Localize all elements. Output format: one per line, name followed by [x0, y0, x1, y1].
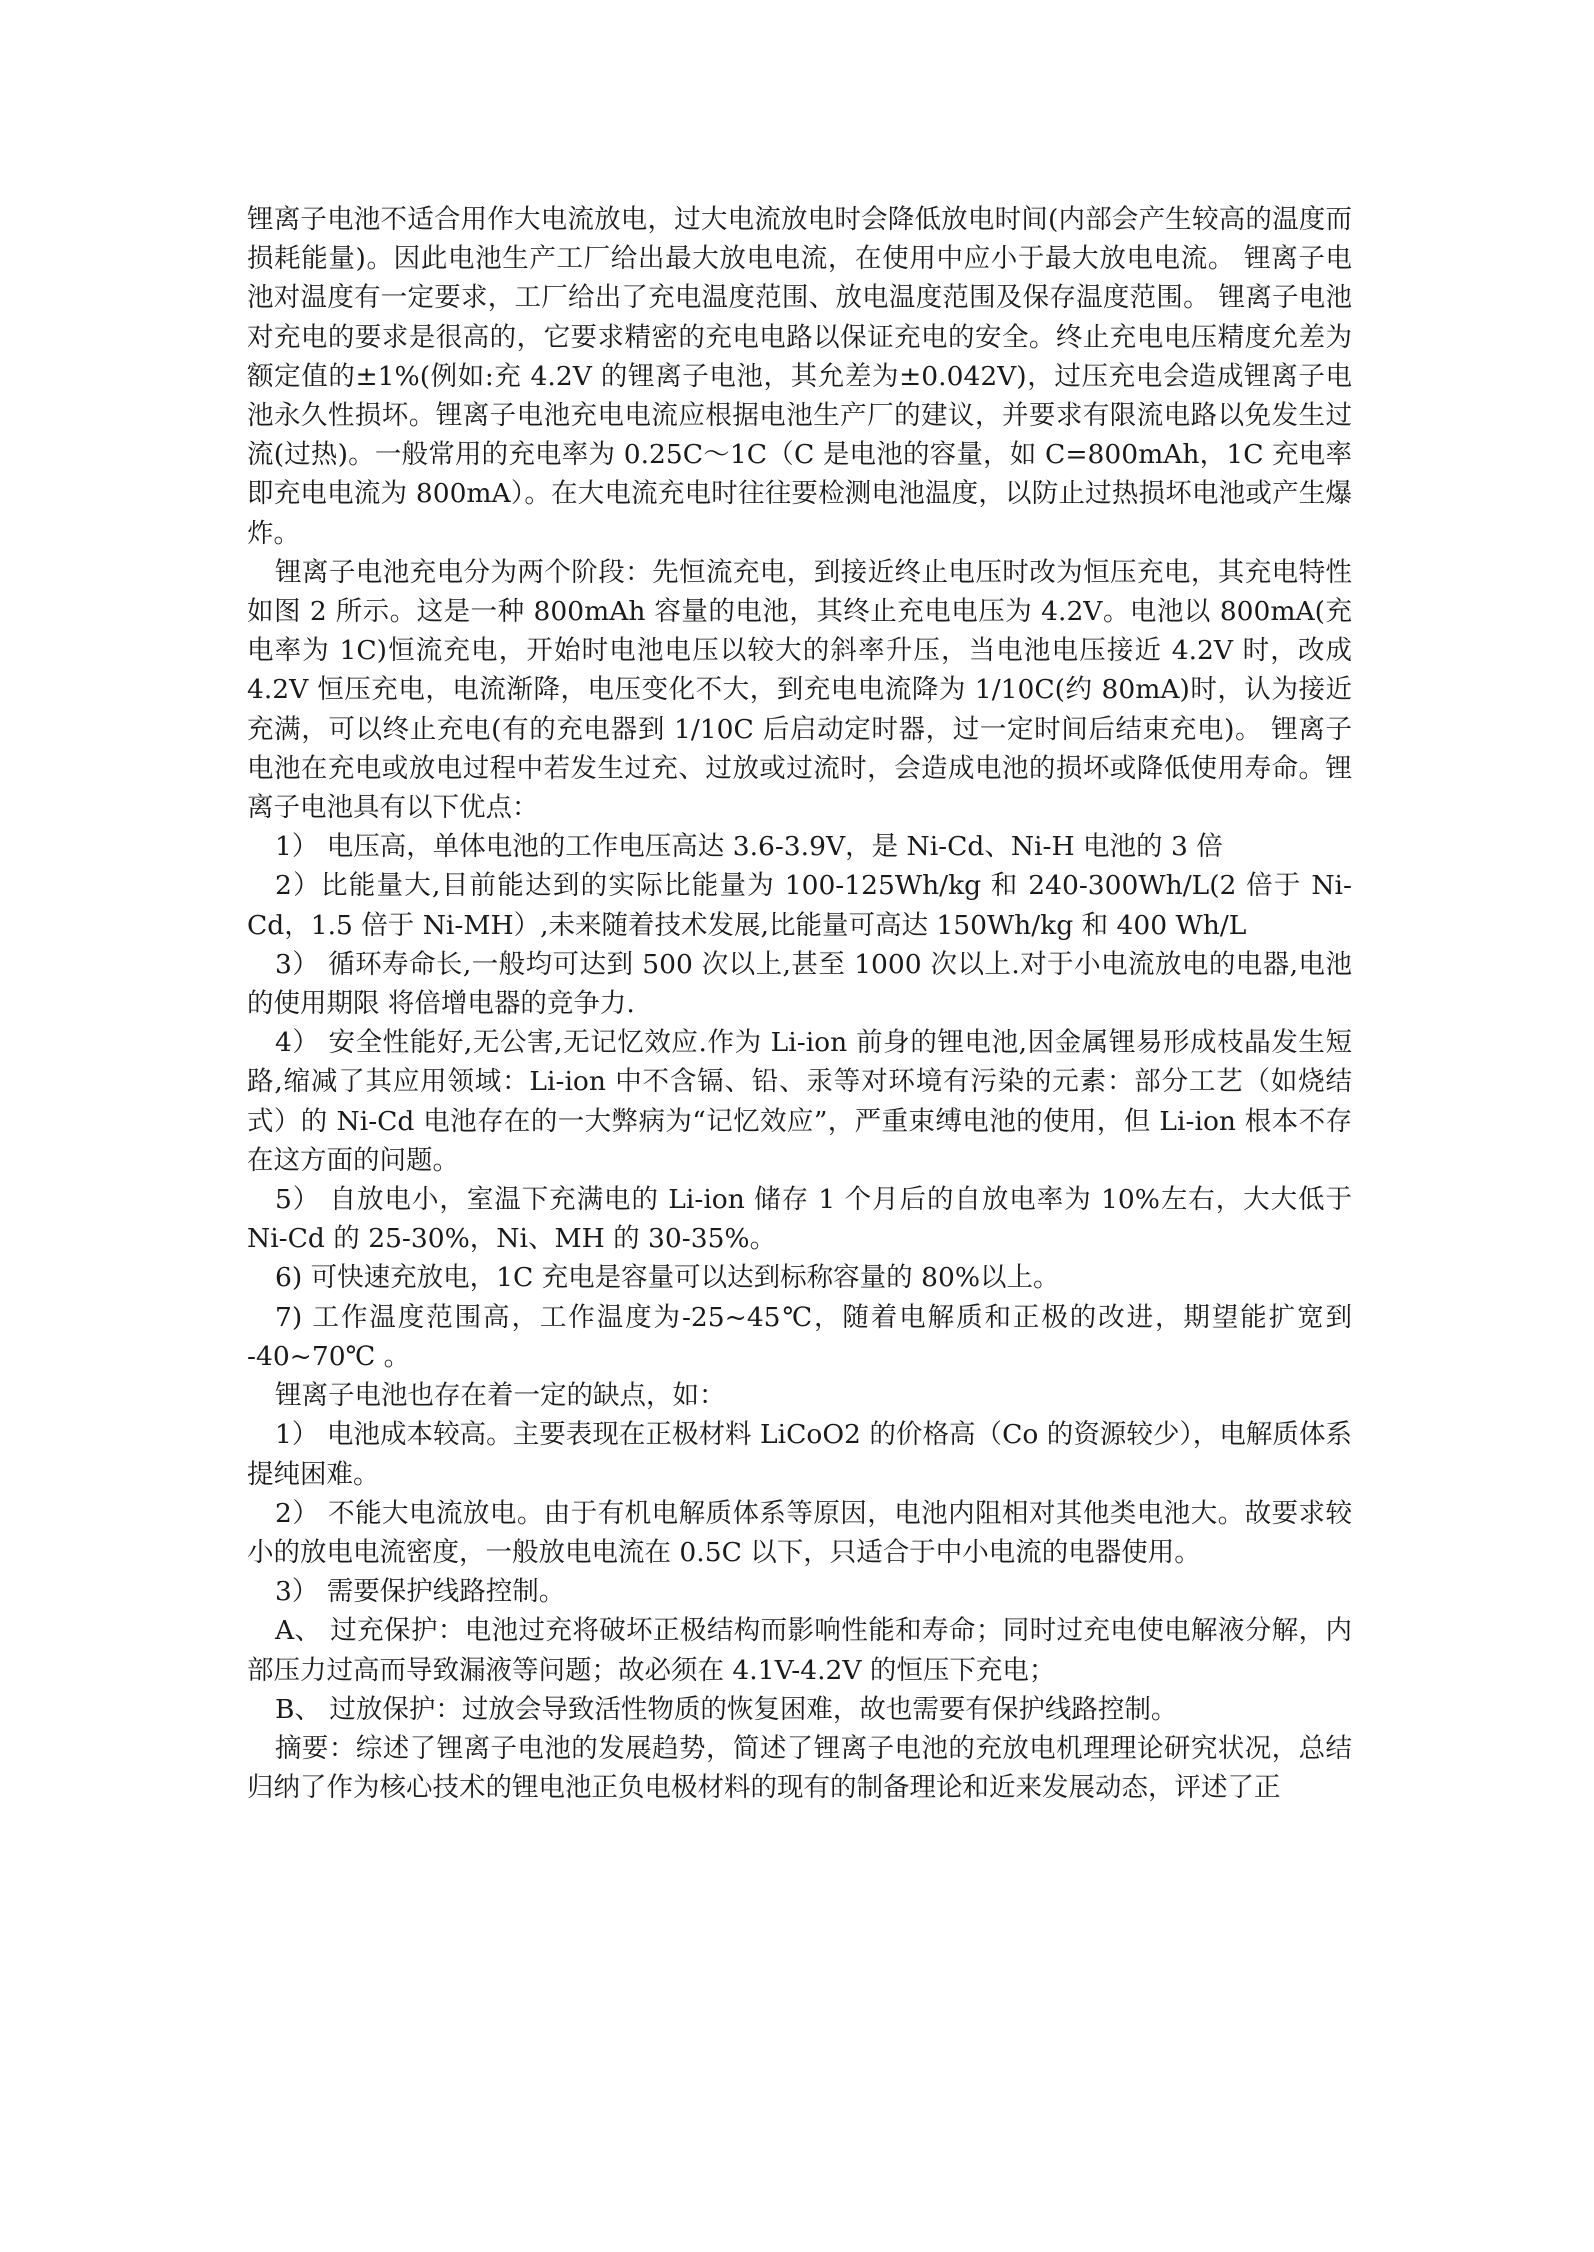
paragraph-charging-stages: 锂离子电池充电分为两个阶段：先恒流充电，到接近终止电压时改为恒压充电，其充电特性如图 2 所示。这是一种 800mAh 容量的电池，其终止充电电压为 4.2V。电池以 800mA(充电率为 1C)恒流充电，开始时电池电压以较大的斜率升压，当电池电压接近 4.2V 时，改成 4.2V 恒压充电，电流渐降，电压变化不大，到充电电流降为 1/10C(约 80mA)时，认为接近充满，可以终止充电(有的充电器到 1/10C 后启动定时器，过一定时间后结束充电)。 锂离子电池在充电或放电过程中若发生过充、过放或过流时，会造成电池的损坏或降低使用寿命。锂离子电池具有以下优点： — [247, 556, 1352, 824]
disadvantage-item-1: 1） 电池成本较高。主要表现在正极材料 LiCoO2 的价格高（Co 的资源较少），电解质体系提纯困难。 — [247, 1419, 1352, 1490]
disadvantage-item-2: 2） 不能大电流放电。由于有机电解质体系等原因，电池内阻相对其他类电池大。故要求较小的放电电流密度，一般放电电流在 0.5C 以下，只适合于中小电流的电器使用。 — [247, 1497, 1352, 1568]
document-body — [247, 200, 1352, 1807]
advantage-item-6: 6) 可快速充放电，1C 充电是容量可以达到标称容量的 80%以上。 — [275, 1262, 1060, 1294]
advantage-item-2: 2）比能量大,目前能达到的实际比能量为 100-125Wh/kg 和 240-300Wh/L(2 倍于 Ni-Cd，1.5 倍于 Ni-MH）,未来随着技术发展,比能量可高达 150Wh/kg 和 400 Wh/L — [247, 870, 1352, 941]
advantage-item-7: 7) 工作温度范围高，工作温度为-25~45℃，随着电解质和正极的改进，期望能扩宽到 -40~70℃ 。 — [247, 1301, 1352, 1372]
advantage-item-1: 1） 电压高，单体电池的工作电压高达 3.6-3.9V，是 Ni-Cd、Ni-H 电池的 3 倍 — [275, 831, 1223, 863]
paragraph-discharge-charge-requirements: 锂离子电池不适合用作大电流放电，过大电流放电时会降低放电时间(内部会产生较高的温度而损耗能量)。因此电池生产工厂给出最大放电电流，在使用中应小于最大放电电流。 锂离子电池对温度有一定要求，工厂给出了充电温度范围、放电温度范围及保存温度范围。 锂离子电池对充电的要求是很高的，它要求精密的充电电路以保证充电的安全。终止充电电压精度允差为额定值的±1%(例如:充 4.2V 的锂离子电池，其允差为±0.042V)，过压充电会造成锂离子电池永久性损坏。锂离子电池充电电流应根据电池生产厂的建议，并要求有限流电路以免发生过流(过热)。一般常用的充电率为 0.25C～1C（C 是电池的容量，如 C=800mAh，1C 充电率即充电电流为 800mA）。在大电流充电时往往要检测电池温度，以防止过热损坏电池或产生爆炸。 — [247, 204, 1352, 549]
advantage-item-3: 3） 循环寿命长,一般均可达到 500 次以上,甚至 1000 次以上.对于小电流放电的电器,电池的使用期限 将倍增电器的竞争力. — [247, 948, 1352, 1020]
advantage-item-4: 4） 安全性能好,无公害,无记忆效应.作为 Li-ion 前身的锂电池,因金属锂易形成枝晶发生短路,缩减了其应用领域：Li-ion 中不含镉、铅、汞等对环境有污染的元素：部分工艺（如烧结式）的 Ni-Cd 电池存在的一大弊病为“记忆效应”，严重束缚电池的使用，但 Li-ion 根本不存在这方面的问题。 — [247, 1027, 1352, 1176]
advantage-item-5: 5） 自放电小，室温下充满电的 Li-ion 储存 1 个月后的自放电率为 10%左右，大大低于 Ni-Cd 的 25-30%，Ni、MH 的 30-35%。 — [247, 1184, 1352, 1255]
protection-item-a: A、 过充保护：电池过充将破坏正极结构而影响性能和寿命；同时过充电使电解液分解，内部压力过高而导致漏液等问题；故必须在 4.1V-4.2V 的恒压下充电； — [247, 1615, 1352, 1686]
disadvantage-item-3: 3） 需要保护线路控制。 — [275, 1576, 566, 1608]
protection-item-b: B、 过放保护：过放会导致活性物质的恢复困难，故也需要有保护线路控制。 — [275, 1693, 1178, 1725]
disadvantages-intro: 锂离子电池也存在着一定的缺点，如： — [275, 1380, 726, 1412]
paragraph-abstract: 摘要：综述了锂离子电池的发展趋势，简述了锂离子电池的充放电机理理论研究状况，总结归纳了作为核心技术的锂电池正负电极材料的现有的制备理论和近来发展动态，评述了正 — [247, 1732, 1352, 1804]
